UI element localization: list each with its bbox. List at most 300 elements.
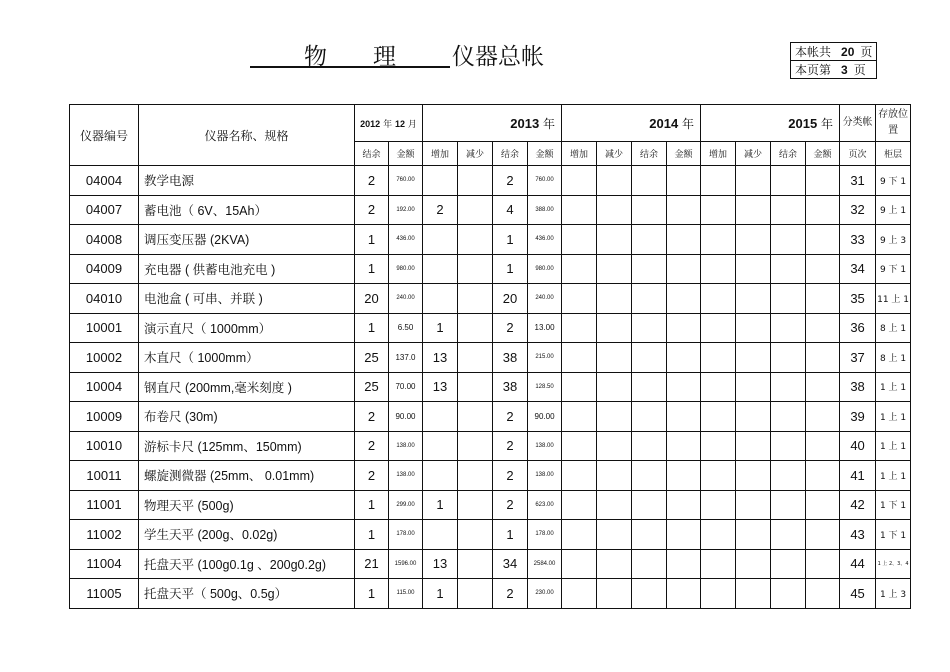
cell-shelf: 1 上 2、3、4 xyxy=(876,549,911,579)
cell-bal13: 2 xyxy=(493,490,528,520)
cell-empty xyxy=(562,490,597,520)
cell-empty xyxy=(771,431,806,461)
cell-empty xyxy=(632,343,667,373)
cell-bal12: 2 xyxy=(355,195,389,225)
cell-amt12: 6.50 xyxy=(389,313,423,343)
cell-empty xyxy=(806,520,840,550)
cell-dec13 xyxy=(458,402,493,432)
cell-inc13: 1 xyxy=(423,490,458,520)
cell-code: 10002 xyxy=(70,343,139,373)
cell-empty xyxy=(736,313,771,343)
cell-empty xyxy=(632,461,667,491)
cell-bal13: 38 xyxy=(493,372,528,402)
cell-empty xyxy=(667,343,701,373)
cell-empty xyxy=(562,166,597,196)
cell-empty xyxy=(597,372,632,402)
cell-empty xyxy=(632,313,667,343)
cell-shelf: 8 上 1 xyxy=(876,313,911,343)
cell-empty xyxy=(771,402,806,432)
cell-shelf: 1 下 1 xyxy=(876,520,911,550)
cell-dec13 xyxy=(458,195,493,225)
header-storage: 存放位置 xyxy=(876,105,911,142)
cell-empty xyxy=(667,579,701,609)
cell-empty xyxy=(667,195,701,225)
cell-empty xyxy=(736,579,771,609)
cell-page: 38 xyxy=(840,372,876,402)
cell-shelf: 1 上 1 xyxy=(876,461,911,491)
cell-amt12: 90.00 xyxy=(389,402,423,432)
cell-empty xyxy=(771,343,806,373)
table-row xyxy=(70,195,911,225)
table-row xyxy=(70,166,911,196)
cell-amt13: 230.00 xyxy=(528,579,562,609)
cell-empty xyxy=(806,431,840,461)
cell-empty xyxy=(667,225,701,255)
cell-amt13: 436.00 xyxy=(528,225,562,255)
table-row xyxy=(70,490,911,520)
cell-bal12: 1 xyxy=(355,520,389,550)
cell-inc13: 13 xyxy=(423,549,458,579)
cell-dec13 xyxy=(458,254,493,284)
sub-amount: 金额 xyxy=(389,142,423,166)
cell-amt13: 90.00 xyxy=(528,402,562,432)
header-category: 分类帐 xyxy=(840,105,876,142)
cell-empty xyxy=(806,254,840,284)
cell-bal13: 38 xyxy=(493,343,528,373)
sub-balance: 结余 xyxy=(493,142,528,166)
cell-empty xyxy=(597,402,632,432)
cell-empty xyxy=(562,343,597,373)
cell-amt12: 138.00 xyxy=(389,461,423,491)
cell-empty xyxy=(667,166,701,196)
cell-amt13: 13.00 xyxy=(528,313,562,343)
cell-dec13 xyxy=(458,343,493,373)
cell-empty xyxy=(771,579,806,609)
header-year-2015: 2015 年 xyxy=(701,105,840,142)
cell-shelf: 1 上 1 xyxy=(876,431,911,461)
cell-empty xyxy=(771,520,806,550)
cell-empty xyxy=(701,195,736,225)
cell-dec13 xyxy=(458,461,493,491)
cell-name: 木直尺（ 1000mm） xyxy=(139,343,355,373)
cell-empty xyxy=(632,225,667,255)
cell-name: 充电器 ( 供蓄电池充电 ) xyxy=(139,254,355,284)
cell-code: 10010 xyxy=(70,431,139,461)
table-row xyxy=(70,549,911,579)
cell-empty xyxy=(736,520,771,550)
cell-bal13: 20 xyxy=(493,284,528,314)
cell-inc13: 13 xyxy=(423,372,458,402)
cell-empty xyxy=(701,284,736,314)
cell-empty xyxy=(771,254,806,284)
sub-balance: 结余 xyxy=(632,142,667,166)
cell-empty xyxy=(632,520,667,550)
cell-shelf: 11 上 1 xyxy=(876,284,911,314)
cell-empty xyxy=(701,372,736,402)
cell-empty xyxy=(562,195,597,225)
cell-dec13 xyxy=(458,284,493,314)
cell-empty xyxy=(667,284,701,314)
cell-empty xyxy=(701,461,736,491)
cell-page: 41 xyxy=(840,461,876,491)
cell-empty xyxy=(701,254,736,284)
cell-code: 04010 xyxy=(70,284,139,314)
title-text: 仪器总帐 xyxy=(452,44,544,70)
cell-name: 托盘天平 (100g0.1g 、200g0.2g) xyxy=(139,549,355,579)
cell-empty xyxy=(806,549,840,579)
cell-empty xyxy=(562,431,597,461)
cell-empty xyxy=(806,579,840,609)
cell-empty xyxy=(667,402,701,432)
cell-empty xyxy=(562,549,597,579)
cell-empty xyxy=(806,284,840,314)
cell-empty xyxy=(806,225,840,255)
cell-empty xyxy=(562,579,597,609)
cell-inc13 xyxy=(423,254,458,284)
cell-inc13: 1 xyxy=(423,579,458,609)
cell-shelf: 9 上 1 xyxy=(876,195,911,225)
cell-page: 40 xyxy=(840,431,876,461)
cell-page: 37 xyxy=(840,343,876,373)
table-row xyxy=(70,431,911,461)
cell-empty xyxy=(771,372,806,402)
cell-empty xyxy=(562,313,597,343)
cell-name: 电池盒 ( 可串、并联 ) xyxy=(139,284,355,314)
cell-code: 10004 xyxy=(70,372,139,402)
cell-empty xyxy=(771,284,806,314)
cell-bal13: 2 xyxy=(493,313,528,343)
cell-amt13: 388.00 xyxy=(528,195,562,225)
cell-empty xyxy=(562,461,597,491)
cell-amt12: 760.00 xyxy=(389,166,423,196)
cell-dec13 xyxy=(458,520,493,550)
cell-empty xyxy=(736,195,771,225)
cell-amt13: 2584.00 xyxy=(528,549,562,579)
cell-empty xyxy=(597,313,632,343)
cell-bal12: 20 xyxy=(355,284,389,314)
cell-amt12: 299.00 xyxy=(389,490,423,520)
cell-empty xyxy=(701,549,736,579)
cell-bal12: 25 xyxy=(355,343,389,373)
cell-inc13 xyxy=(423,225,458,255)
cell-code: 11005 xyxy=(70,579,139,609)
cell-page: 43 xyxy=(840,520,876,550)
cell-empty xyxy=(597,579,632,609)
cell-empty xyxy=(806,461,840,491)
cell-empty xyxy=(701,520,736,550)
table-row xyxy=(70,461,911,491)
cell-bal12: 2 xyxy=(355,461,389,491)
cell-dec13 xyxy=(458,372,493,402)
page-current: 本页第 3 页 xyxy=(791,61,877,79)
cell-empty xyxy=(771,549,806,579)
cell-amt13: 980.00 xyxy=(528,254,562,284)
cell-shelf: 1 上 1 xyxy=(876,402,911,432)
cell-empty xyxy=(736,461,771,491)
sub-balance: 结余 xyxy=(355,142,389,166)
cell-amt13: 178.00 xyxy=(528,520,562,550)
cell-inc13 xyxy=(423,431,458,461)
cell-code: 11001 xyxy=(70,490,139,520)
cell-code: 10009 xyxy=(70,402,139,432)
cell-code: 04004 xyxy=(70,166,139,196)
cell-empty xyxy=(632,579,667,609)
cell-page: 42 xyxy=(840,490,876,520)
cell-empty xyxy=(597,490,632,520)
table-row xyxy=(70,372,911,402)
cell-amt12: 70.00 xyxy=(389,372,423,402)
cell-bal12: 21 xyxy=(355,549,389,579)
header-year-2012: 2012 年 12 月 xyxy=(355,105,423,142)
cell-amt13: 138.00 xyxy=(528,461,562,491)
cell-code: 11002 xyxy=(70,520,139,550)
cell-empty xyxy=(632,166,667,196)
cell-bal12: 1 xyxy=(355,579,389,609)
header-name: 仪器名称、规格 xyxy=(139,105,355,166)
cell-empty xyxy=(701,313,736,343)
cell-empty xyxy=(667,313,701,343)
cell-bal12: 1 xyxy=(355,313,389,343)
subject-char-1: 物 xyxy=(304,44,327,70)
cell-inc13 xyxy=(423,284,458,314)
cell-empty xyxy=(736,402,771,432)
cell-amt13: 240.00 xyxy=(528,284,562,314)
sub-amount: 金额 xyxy=(667,142,701,166)
cell-empty xyxy=(771,195,806,225)
cell-page: 33 xyxy=(840,225,876,255)
subject-underline xyxy=(250,38,450,68)
cell-amt12: 240.00 xyxy=(389,284,423,314)
cell-name: 托盘天平（ 500g、0.5g） xyxy=(139,579,355,609)
cell-amt13: 760.00 xyxy=(528,166,562,196)
cell-bal13: 1 xyxy=(493,254,528,284)
sub-decrease: 减少 xyxy=(458,142,493,166)
sub-decrease: 减少 xyxy=(736,142,771,166)
cell-name: 布卷尺 (30m) xyxy=(139,402,355,432)
cell-empty xyxy=(597,254,632,284)
cell-page: 39 xyxy=(840,402,876,432)
cell-empty xyxy=(667,254,701,284)
sub-amount: 金额 xyxy=(806,142,840,166)
cell-shelf: 1 上 1 xyxy=(876,372,911,402)
cell-empty xyxy=(632,549,667,579)
cell-inc13: 2 xyxy=(423,195,458,225)
table-row xyxy=(70,284,911,314)
cell-name: 演示直尺（ 1000mm） xyxy=(139,313,355,343)
cell-bal12: 1 xyxy=(355,254,389,284)
cell-amt12: 137.0 xyxy=(389,343,423,373)
cell-dec13 xyxy=(458,313,493,343)
cell-inc13 xyxy=(423,461,458,491)
cell-empty xyxy=(597,461,632,491)
cell-empty xyxy=(597,431,632,461)
page-total: 本帐共 20 页 xyxy=(791,43,877,61)
cell-empty xyxy=(597,343,632,373)
cell-bal13: 4 xyxy=(493,195,528,225)
header-year-2013: 2013 年 xyxy=(423,105,562,142)
cell-dec13 xyxy=(458,579,493,609)
cell-empty xyxy=(771,461,806,491)
cell-empty xyxy=(701,490,736,520)
cell-empty xyxy=(562,284,597,314)
cell-page: 31 xyxy=(840,166,876,196)
cell-code: 10011 xyxy=(70,461,139,491)
cell-shelf: 9 上 3 xyxy=(876,225,911,255)
cell-bal12: 1 xyxy=(355,490,389,520)
cell-inc13 xyxy=(423,520,458,550)
cell-empty xyxy=(667,549,701,579)
table-row xyxy=(70,254,911,284)
cell-page: 36 xyxy=(840,313,876,343)
cell-empty xyxy=(632,431,667,461)
cell-empty xyxy=(736,372,771,402)
cell-name: 蓄电池（ 6V、15Ah） xyxy=(139,195,355,225)
cell-bal12: 1 xyxy=(355,225,389,255)
cell-dec13 xyxy=(458,490,493,520)
cell-name: 物理天平 (500g) xyxy=(139,490,355,520)
cell-bal13: 1 xyxy=(493,520,528,550)
sub-increase: 增加 xyxy=(423,142,458,166)
page-info-box xyxy=(790,42,877,79)
cell-empty xyxy=(806,372,840,402)
cell-empty xyxy=(562,254,597,284)
cell-empty xyxy=(597,166,632,196)
table-row xyxy=(70,402,911,432)
cell-bal13: 2 xyxy=(493,579,528,609)
cell-empty xyxy=(597,549,632,579)
cell-empty xyxy=(667,490,701,520)
cell-shelf: 9 下 1 xyxy=(876,166,911,196)
header-code: 仪器编号 xyxy=(70,105,139,166)
cell-bal13: 34 xyxy=(493,549,528,579)
cell-empty xyxy=(736,490,771,520)
table-row xyxy=(70,579,911,609)
sub-decrease: 减少 xyxy=(597,142,632,166)
cell-page: 44 xyxy=(840,549,876,579)
cell-bal13: 2 xyxy=(493,402,528,432)
cell-empty xyxy=(701,402,736,432)
cell-amt12: 138.00 xyxy=(389,431,423,461)
cell-dec13 xyxy=(458,549,493,579)
cell-empty xyxy=(562,225,597,255)
sub-increase: 增加 xyxy=(562,142,597,166)
cell-bal13: 2 xyxy=(493,431,528,461)
cell-empty xyxy=(736,284,771,314)
cell-empty xyxy=(562,402,597,432)
cell-amt12: 115.00 xyxy=(389,579,423,609)
cell-empty xyxy=(632,402,667,432)
cell-empty xyxy=(806,343,840,373)
cell-inc13 xyxy=(423,402,458,432)
cell-empty xyxy=(771,313,806,343)
cell-code: 04007 xyxy=(70,195,139,225)
cell-empty xyxy=(806,402,840,432)
cell-code: 04008 xyxy=(70,225,139,255)
cell-inc13: 13 xyxy=(423,343,458,373)
cell-empty xyxy=(632,254,667,284)
cell-name: 教学电源 xyxy=(139,166,355,196)
cell-empty xyxy=(701,166,736,196)
cell-shelf: 1 下 1 xyxy=(876,490,911,520)
table-row xyxy=(70,343,911,373)
cell-bal12: 2 xyxy=(355,402,389,432)
cell-code: 10001 xyxy=(70,313,139,343)
cell-empty xyxy=(771,490,806,520)
cell-page: 45 xyxy=(840,579,876,609)
cell-name: 螺旋测微器 (25mm、 0.01mm) xyxy=(139,461,355,491)
cell-page: 34 xyxy=(840,254,876,284)
cell-bal13: 2 xyxy=(493,461,528,491)
cell-name: 调压变压器 (2KVA) xyxy=(139,225,355,255)
cell-empty xyxy=(667,520,701,550)
cell-empty xyxy=(667,461,701,491)
cell-inc13: 1 xyxy=(423,313,458,343)
cell-empty xyxy=(562,520,597,550)
cell-empty xyxy=(632,490,667,520)
cell-amt13: 215.00 xyxy=(528,343,562,373)
cell-bal12: 25 xyxy=(355,372,389,402)
ledger-table xyxy=(69,104,911,609)
table-row xyxy=(70,520,911,550)
cell-bal12: 2 xyxy=(355,431,389,461)
sub-amount: 金额 xyxy=(528,142,562,166)
cell-empty xyxy=(597,225,632,255)
cell-amt12: 192.00 xyxy=(389,195,423,225)
cell-empty xyxy=(597,195,632,225)
cell-code: 04009 xyxy=(70,254,139,284)
cell-dec13 xyxy=(458,166,493,196)
cell-page: 32 xyxy=(840,195,876,225)
cell-name: 学生天平 (200g、0.02g) xyxy=(139,520,355,550)
cell-shelf: 9 下 1 xyxy=(876,254,911,284)
cell-empty xyxy=(736,431,771,461)
header-year-2014: 2014 年 xyxy=(562,105,701,142)
subject-char-2: 理 xyxy=(373,44,396,70)
sub-shelf: 柜层 xyxy=(876,142,911,166)
cell-empty xyxy=(632,195,667,225)
cell-name: 游标卡尺 (125mm、150mm) xyxy=(139,431,355,461)
cell-code: 11004 xyxy=(70,549,139,579)
ledger-body xyxy=(70,166,911,609)
cell-empty xyxy=(562,372,597,402)
sub-page: 页次 xyxy=(840,142,876,166)
cell-empty xyxy=(736,549,771,579)
cell-amt13: 138.00 xyxy=(528,431,562,461)
cell-empty xyxy=(771,225,806,255)
cell-shelf: 8 上 1 xyxy=(876,343,911,373)
cell-inc13 xyxy=(423,166,458,196)
cell-empty xyxy=(597,520,632,550)
cell-empty xyxy=(597,284,632,314)
cell-empty xyxy=(701,225,736,255)
cell-empty xyxy=(806,490,840,520)
table-row xyxy=(70,313,911,343)
cell-bal13: 1 xyxy=(493,225,528,255)
cell-amt12: 980.00 xyxy=(389,254,423,284)
cell-empty xyxy=(806,195,840,225)
cell-empty xyxy=(701,343,736,373)
cell-empty xyxy=(701,579,736,609)
cell-amt12: 1596.00 xyxy=(389,549,423,579)
sub-balance: 结余 xyxy=(771,142,806,166)
cell-empty xyxy=(632,372,667,402)
cell-name: 钢直尺 (200mm,毫米刻度 ) xyxy=(139,372,355,402)
cell-empty xyxy=(736,254,771,284)
cell-bal12: 2 xyxy=(355,166,389,196)
cell-amt13: 623.00 xyxy=(528,490,562,520)
cell-empty xyxy=(771,166,806,196)
cell-empty xyxy=(736,166,771,196)
